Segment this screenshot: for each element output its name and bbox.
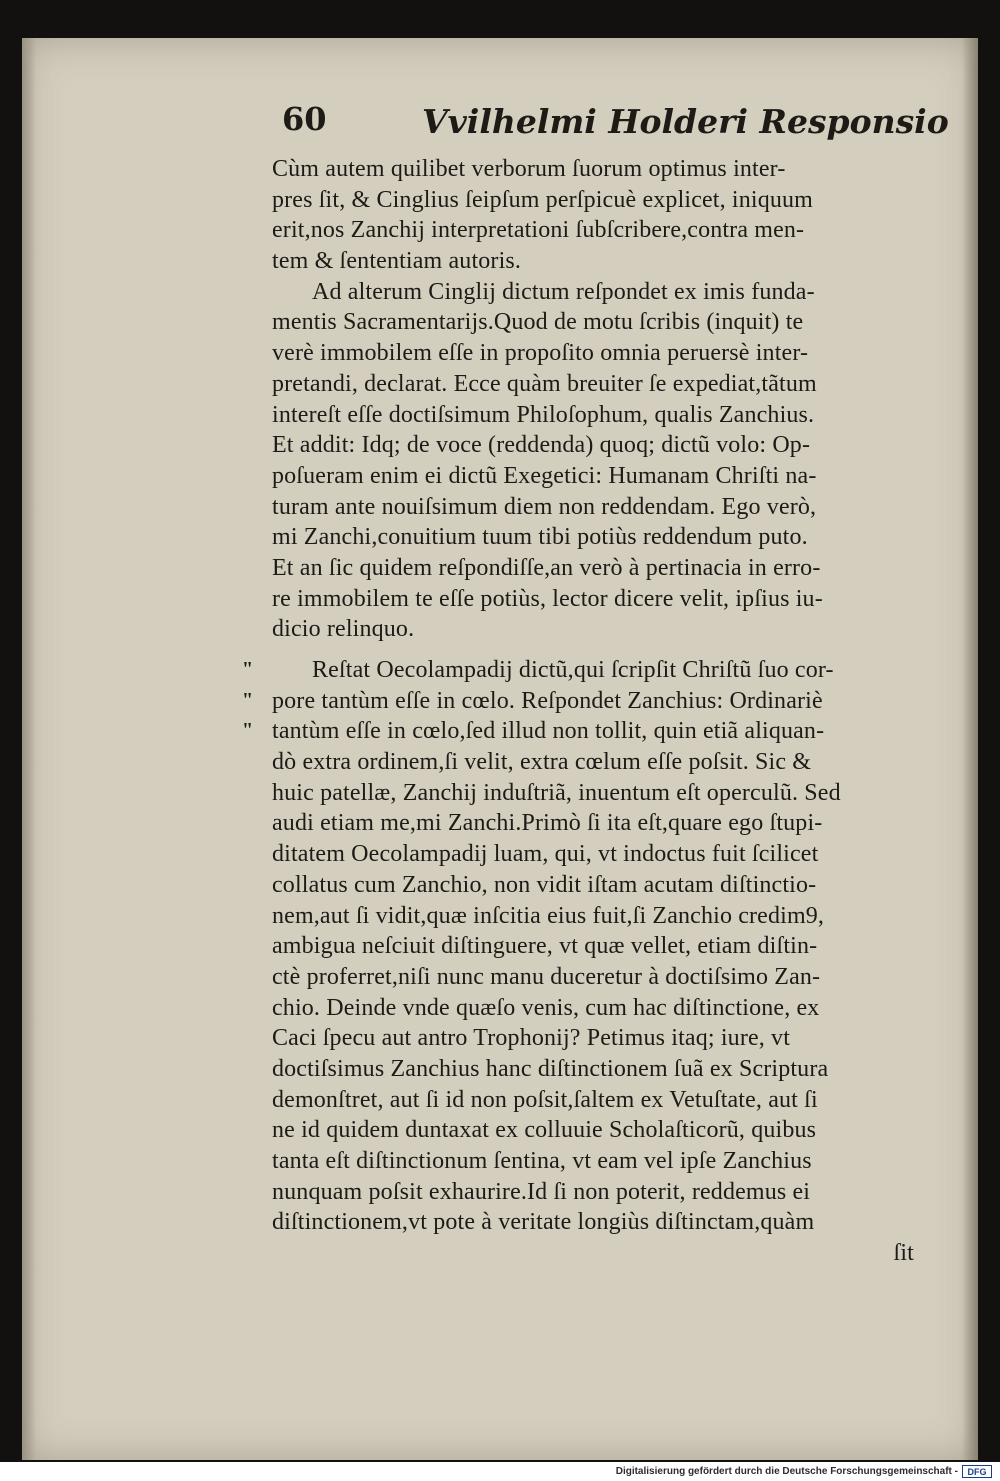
page-gutter-shadow	[22, 38, 36, 1460]
margin-mark: "	[242, 719, 254, 742]
text-line: ditatem Oecolampadij luam, qui, vt indoctus fuit ſcilicet	[272, 841, 819, 868]
text-line: tantùm eſſe in cœlo,ſed illud non tollit, quin etiã aliquan-	[272, 718, 825, 745]
margin-mark: "	[242, 658, 254, 680]
text-line: Et addit: Idq; de voce (reddenda) quoq; dictũ volo: Op-	[272, 432, 811, 459]
text-line: verè immobilem eſſe in propoſito omnia peruersè inter-	[272, 340, 809, 367]
text-line: ne id quidem duntaxat ex colluuie Scholaſticorũ, quibus	[272, 1117, 817, 1144]
catchword: ſit	[893, 1240, 914, 1267]
dfg-logo: DFG	[962, 1465, 992, 1478]
text-line: re immobilem te eſſe potiùs, lector dicere velit, ipſius iu-	[272, 585, 823, 612]
text-line: pres ſit, & Cinglius ſeipſum perſpicuè explicet, iniquum	[272, 186, 813, 213]
text-line: demonſtret, aut ſi id non poſsit,ſaltem ex Vetuſtate, aut ſi	[272, 1086, 818, 1113]
text-line: audi etiam me,mi Zanchi.Primò ſi ita eſt,quare ego ſtupi-	[272, 810, 823, 837]
text-line: dicio relinquo.	[272, 616, 415, 643]
text-line: Et an ſic quidem reſpondiſſe,an verò à pertinacia in erro-	[272, 554, 821, 581]
text-line: mi Zanchi,conuitium tuum tibi potiùs reddendum puto.	[272, 524, 808, 551]
text-line: tem & ſententiam autoris.	[272, 248, 522, 275]
text-line: tanta eſt diſtinctionum ſentina, vt eam vel ipſe Zanchius	[272, 1148, 812, 1174]
text-line: nunquam poſsit exhaurire.Id ſi non poterit, reddemus ei	[272, 1178, 811, 1205]
text-line: dò extra ordinem,ſi velit, extra cœlum eſſe poſsit. Sic &	[272, 749, 812, 776]
text-line: collatus cum Zanchio, non vidit iſtam acutam diſtinctio-	[272, 871, 817, 898]
text-line: ctè proferret,niſi nunc manu duceretur à doctiſsimo Zan-	[272, 963, 821, 990]
text-line: mentis Sacramentarijs.Quod de motu ſcribis (inquit) te	[272, 309, 804, 336]
margin-mark: "	[242, 688, 254, 711]
text-line: doctiſsimus Zanchius hanc diſtinctionem ſuã ex Scriptura	[272, 1055, 829, 1082]
text-line: Ad alterum Cinglij dictum reſpondet ex imis funda-	[312, 278, 815, 305]
text-line: nem,aut ſi vidit,quæ inſcitia eius fuit,ſi Zanchio credim9,	[272, 902, 825, 929]
margin-quotation-marks	[242, 654, 268, 746]
text-line: intereſt eſſe doctiſsimum Philoſophum, qualis Zanchius.	[272, 401, 815, 428]
text-line: poſueram enim ei dictũ Exegetici: Humanam Chriſti na-	[272, 462, 817, 489]
text-line: erit,nos Zanchij interpretationi ſubſcribere,contra men-	[272, 217, 805, 244]
text-line: turam ante nouiſsimum diem non reddendam. Ego verò,	[272, 493, 817, 520]
text-line: pore tantùm eſſe in cœlo. Reſpondet Zanchius: Ordinariè	[272, 687, 823, 714]
text-line: ambigua neſciuit diſtinguere, vt quæ vellet, etiam diſtin-	[272, 933, 818, 960]
text-line: huic patellæ, Zanchij induſtriã, inuentum eſt operculũ. Sed	[272, 779, 841, 806]
digitization-credit: Digitalisierung gefördert durch die Deutsche Forschungsgemeinschaft -	[615, 1466, 958, 1477]
text-line: pretandi, declarat. Ecce quàm breuiter ſe expediat,tãtum	[272, 370, 817, 397]
body-text	[272, 154, 932, 1269]
text-line: diſtinctionem,vt pote à veritate longiùs diſtinctam,quàm	[272, 1209, 815, 1236]
running-title: Vvilhelmi Holderi Responsio	[422, 102, 949, 141]
page-header	[282, 100, 949, 146]
text-line: chio. Deinde vnde quæſo venis, cum hac diſtinctione, ex	[272, 994, 820, 1021]
text-line: Cùm autem quilibet verborum ſuorum optimus inter-	[272, 156, 786, 182]
page-edge-shadow	[962, 38, 978, 1460]
page-number: 60	[282, 100, 327, 138]
text-line: Caci ſpecu aut antro Trophonij? Petimus itaq; iure, vt	[272, 1025, 791, 1052]
text-line: Reſtat Oecolampadij dictũ,qui ſcripſit Chriſtũ ſuo cor-	[312, 657, 834, 683]
